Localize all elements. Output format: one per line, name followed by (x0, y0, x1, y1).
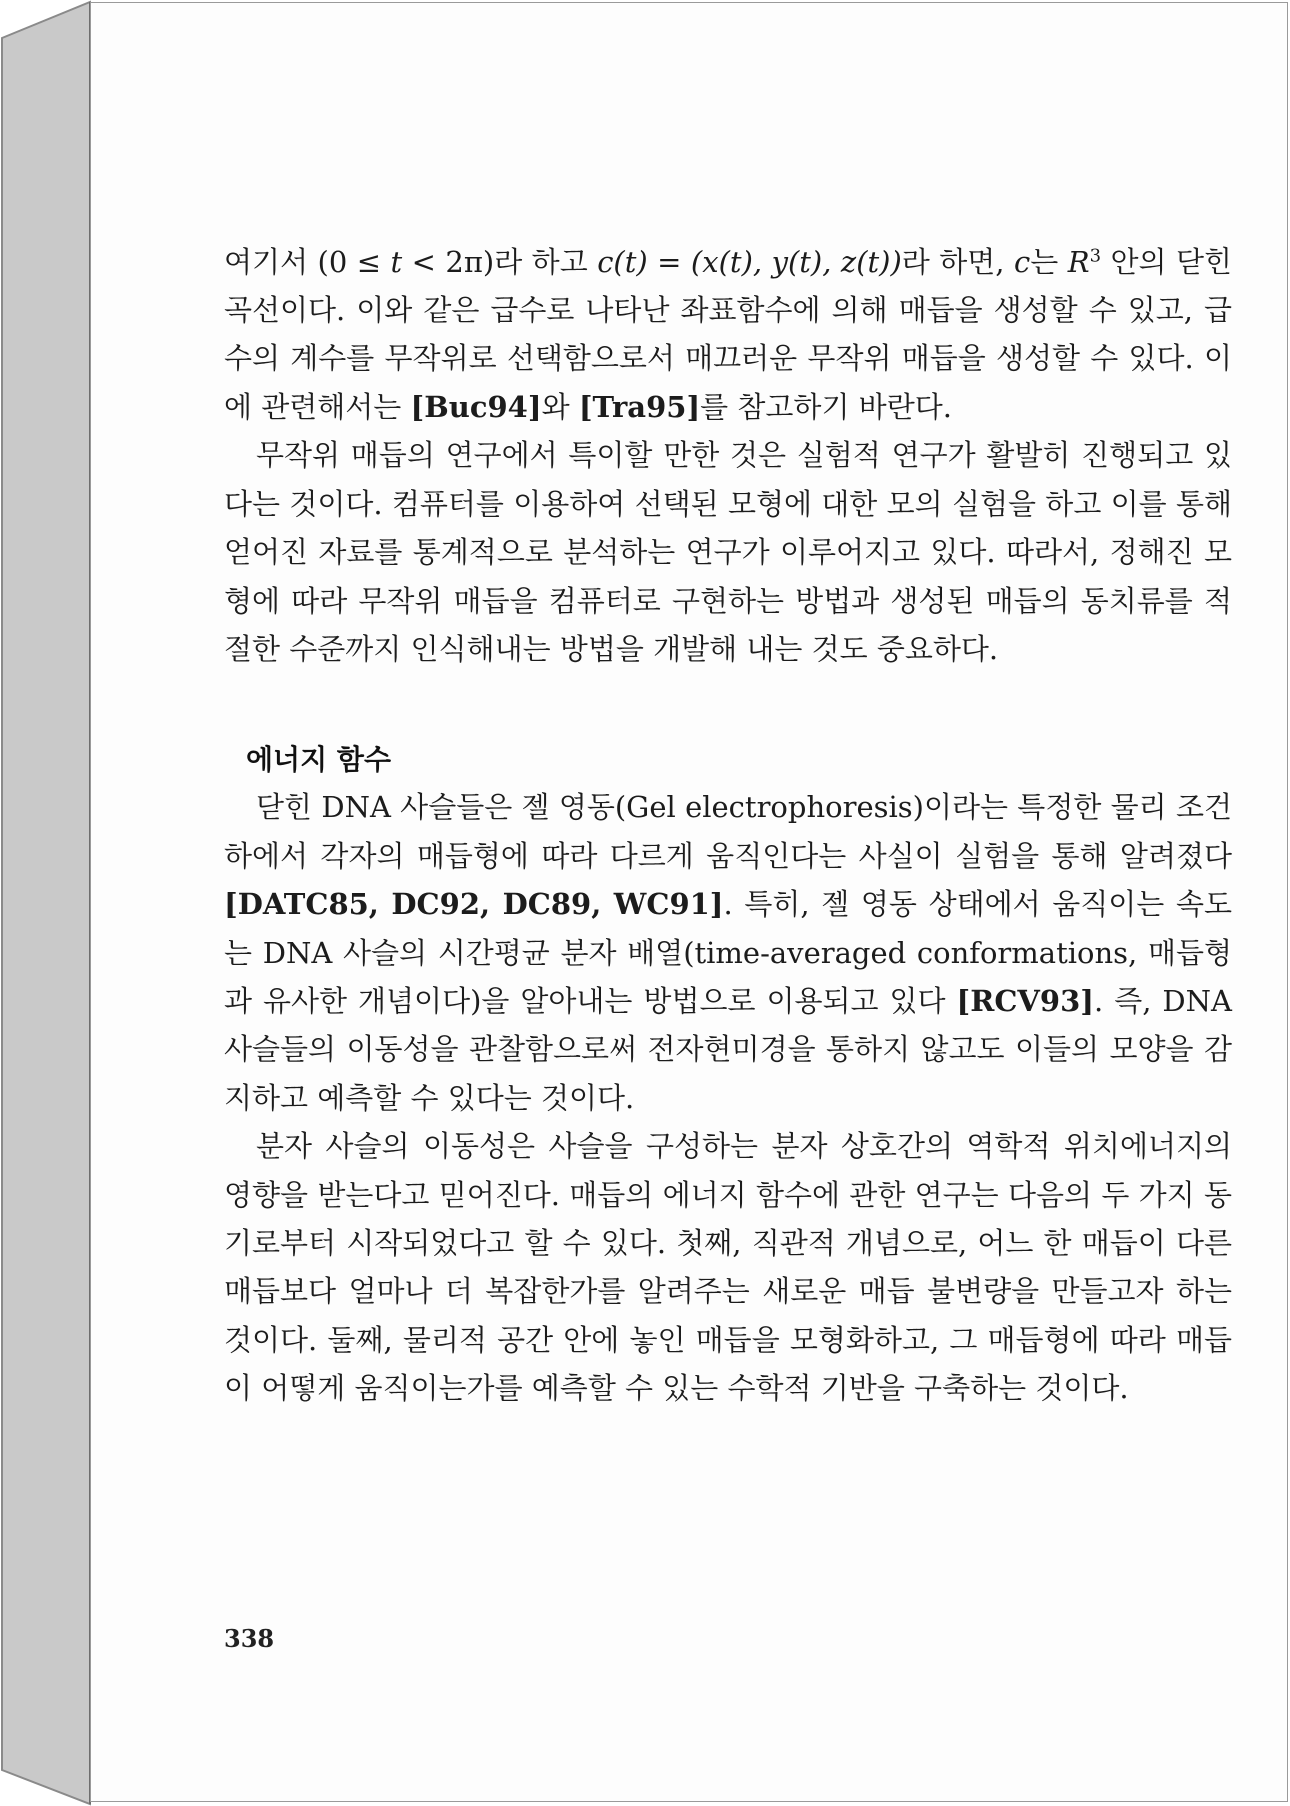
math-variable: R (1067, 244, 1090, 279)
text-span: 와 (541, 389, 579, 424)
paragraph-dna (224, 783, 1232, 1122)
text-span: 라 하면, (901, 244, 1014, 279)
text-span: 닫힌 DNA 사슬들은 젤 영동(Gel electrophoresis)이라는 특정한 물리 조건하에서 각자의 매듭형에 따라 다르게 움직인다는 사실이 실험을 통해 알려졌다 (224, 790, 1232, 873)
paragraph-energy: 분자 사슬의 이동성은 사슬을 구성하는 분자 상호간의 역학적 위치에너지의 영향을 받는다고 믿어진다. 매듭의 에너지 함수에 관한 연구는 다음의 두 가지 동기로부터 시작되었다고 할 수 있다. 첫째, 직관적 개념으로, 어느 한 매듭이 다른 매듭보다 얼마나 더 복잡한가를 알려주는 새로운 매듭 불변량을 만들고자 하는 것이다. 둘째, 물리적 공간 안에 놓인 매듭을 모형화하고, 그 매듭형에 따라 매듭이 어떻게 움직이는가를 예측할 수 있는 수학적 기반을 구축하는 것이다. (224, 1129, 1232, 1406)
text-span: . 특히, 젤 영동 상태에서 움직이는 속도는 DNA 사슬의 시간평균 분자 배열(time-averaged conformations, 매듭형과 유사한 개념이다)을 알아내는 방법으로 이용되고 있다 (224, 887, 1232, 1018)
citation: [Tra95] (578, 389, 701, 424)
page-text (224, 232, 1232, 1413)
paragraph-random-knots: 무작위 매듭의 연구에서 특이할 만한 것은 실험적 연구가 활발히 진행되고 있다는 것이다. 컴퓨터를 이용하여 선택된 모형에 대한 모의 실험을 하고 이를 통해 얻어진 자료를 통계적으로 분석하는 연구가 이루어지고 있다. 따라서, 정해진 모형에 따라 무작위 매듭을 컴퓨터로 구현하는 방법과 생성된 매듭의 동치류를 적절한 수준까지 인식해내는 방법을 개발해 내는 것도 중요하다. (224, 438, 1232, 666)
page-number: 338 (224, 1624, 275, 1653)
citation: [DATC85, DC92, DC89, WC91] (224, 887, 724, 922)
text-span: 여기서 (0 ≤ (224, 244, 391, 279)
text-span: 안의 닫 (1101, 244, 1204, 279)
text-span: 를 참고하기 바란다. (700, 389, 952, 424)
formula-line (224, 245, 1204, 279)
citation: [Buc94] (410, 389, 542, 424)
paragraph-formula (224, 232, 1232, 431)
citation: [RCV93] (956, 983, 1094, 1018)
section-heading: 에너지 함수 (246, 743, 391, 777)
text-span: . 즉, DNA 사슬들의 이동성을 관찰함으로써 전자현미경을 통하지 않고도 이들의 모양을 감지하고 예측할 수 있다는 것이다. (224, 983, 1232, 1115)
book-page (90, 2, 1288, 1802)
math-variable: t (390, 244, 403, 279)
parametric-formula: c(t) = (x(t), y(t), z(t)) (597, 244, 902, 279)
math-variable: c (1013, 244, 1031, 279)
text-span: 힌 곡선이다. 이와 같은 급수로 나타난 좌표함수에 의해 매듭을 생성할 수 있고, 급수의 계수를 무작위로 선택함으로서 매끄러운 무작위 매듭을 생성할 수 있다. 이에 관련해서는 (224, 244, 1233, 424)
text-span: 는 (1030, 244, 1068, 279)
text-span: < 2π)라 하고 (402, 244, 598, 279)
exponent: 3 (1089, 245, 1102, 266)
